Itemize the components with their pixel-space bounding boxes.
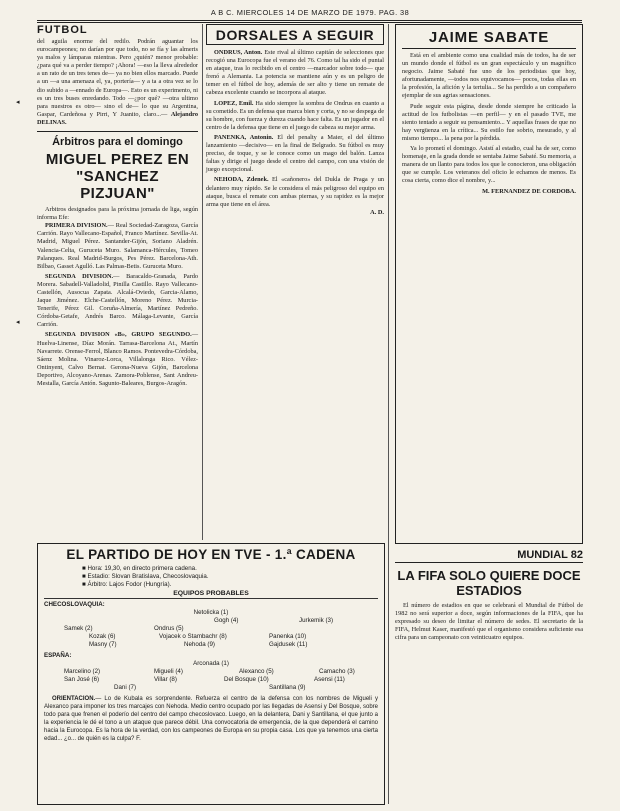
espana-row-1: Arconada (1): [193, 660, 229, 667]
dorsal-nehoda: [206, 176, 384, 208]
big-headline: MIGUEL PEREZ EN "SANCHEZ PIZJUAN": [45, 151, 190, 203]
espana-row-2: Marcelino (2) Migueli (4) Alexanco (5) Camacho (3): [64, 668, 355, 675]
fifa-text: El número de estadios en que se celebrará el Mundial de Fútbol de 1982 no será superior a doce, según informaciones de la FIFA, que ha expresado su deseo de limitar el número de sedes. El secretario de la FIFA, Helmut Kaser, manifestó que el organismo considera suficiente esa cifra para un campeonato con veinticuatro equipos.: [395, 602, 583, 642]
dorsal-lopez: [206, 100, 384, 132]
sabate-title: JAIME SABATE: [428, 29, 550, 46]
arbitros-title: Árbitros para el domingo: [52, 136, 183, 149]
checo-row-3: Samek (2) Ondrus (5): [64, 625, 184, 632]
tv-details: [44, 565, 378, 589]
fifa-article: [395, 549, 583, 642]
nehoda-name: NEHODA, Zdenek.: [214, 176, 269, 184]
ondrus-text: Este rival al último capitán de selecciones que recogió una Eurocopa fue el verano del 76. Como tal ha sido el puntal en ataque, tras lo recibido en el centro —marcador sobre todo— que frenó a Alemania. La potencia se mantiene aún y es un peligro de temer en el fútbol de hoy, además de ser alto y tiene un remate de cabeza excelente cuando se incorpora al ataque.: [206, 49, 384, 97]
margin-mark: ◂: [16, 98, 20, 106]
segunda-label: SEGUNDA DIVISION.: [45, 272, 114, 280]
column-divider-2: [388, 24, 389, 804]
checo-row-5: Masny (7) Nehoda (9) Gajdusek (11): [89, 641, 308, 648]
column-1-rule: [37, 131, 198, 132]
column-divider-1: [202, 24, 203, 540]
checo-row-4: Kozak (6) Vojacek o Stambachr (8) Panenka (10): [89, 633, 307, 640]
dorsales-author: A. D.: [370, 208, 384, 216]
nehoda-text: El «cañonero» del Dukla de Praga y un delantero muy rápido. Se le considera el más peligroso del equipo en ataque, busca el remate con ambas piernas, y su rapidez es la mejor arma que tiene en el área.: [206, 176, 384, 208]
sabate-rule: [402, 48, 576, 49]
column-2: [206, 24, 384, 217]
lopez-text: Ha sido siempre la sombra de Ondrus en cuanto a su cometido. Es un defensa que marca bien y corta, y no se despega de su hombre, con fuerza y dureza cuando hace falta. Es un jugador en el centro de la defensa que tiene en el juego de cabeza su mejor arma.: [206, 99, 385, 131]
dorsal-ondrus: [206, 49, 384, 98]
bullet-icon: ■: [82, 565, 88, 572]
dorsales-title-box: [206, 24, 384, 45]
orientacion: [44, 696, 378, 743]
ondrus-name: ONDRUS, Anton.: [214, 49, 263, 56]
arbitros-intro: Arbitros designados para la próxima jornada de liga, según informa Efe:: [37, 206, 198, 222]
tv-arbitro: ■ Árbitro: Lajos Fodor (Hungría).: [82, 581, 172, 588]
checo-row-2: Gogh (4) Jurkemik (3): [214, 617, 334, 624]
dorsal-panenka: [206, 134, 384, 174]
primera-text: — Real Sociedad-Zaragoza, García Carrión. Rayo Vallecano-Español, Franco Martínez. Sevilla-At. Madrid, Miguel Pérez. Santander-Gijón, Soriano Aladrén. Valencia-Celta, Guruceta Muro. Salamanca-Hércules, Tomeo Palanques. Real Madrid-Burgos, Pes Pérez. Barcelona-Ath. Bilbao, Gasset Agulló. Las Palmas-Betis. Guruceta Muro.: [37, 222, 198, 270]
equipos-label: EQUIPOS PROBABLES: [44, 590, 378, 599]
segunda-b-division: [37, 331, 198, 388]
dorsales-title: DORSALES A SEGUIR: [215, 27, 375, 43]
sabate-p1: Está en el ambiente como una cualidad más de todos, ha de ser un mundo donde el fútbol es un gran espectáculo y un magnífico negocio. Jaime Sabaté fue uno de los periodistas que hoy, afortunadamente, —todos nos equivocamos— pocos, todas ellas en la profesión, la afición y la tertulia... Se ha perdido a un compañero ejemplar de sus agrias sensaciones.: [402, 52, 576, 100]
orientacion-text: — Lo de Kubala es sorprendente. Refuerza el centro de la defensa con los nombres de Migueli y Alexanco para imponer los tres marcajes con Nehoda. Medio centro ocupado por las llegadas de Asensi y Del Bosque, sobre todo para que frenen el poderío del centro del campo checoslovaco. Luego, en la delantera, Dani y Santillana, el que junto a la experiencia le dé el tono a un ataque que parece débil. Una convocatoria de emergencia, de la que dependerá el camino hacia la Eurocopa. Es la hora de la verdad, con los campeones de Europa en su propia casa.: [44, 696, 378, 734]
segunda-division: [37, 273, 198, 330]
espana-label: ESPAÑA:: [44, 652, 72, 659]
sabate-p3: Ya lo prometí el domingo. Asistí al estadio, cual ha de ser, como homenaje, en la grada donde se sentaba Jaime Sabaté. Su memoria, a manera de un llanto para todos los que le conocieron, una obligación que se cumple. Los veteranos del oficio le echamos de menos. Es cosa cierta, como dice el nombre, y...: [402, 145, 576, 185]
segunda-text: — Baracaldo-Granada, Pardo Morera. Sabadell-Valladolid, Pinilla Castillo. Rayo Vallecano-Castellón, Ausocua Zapata. Alcalá-Oviedo, Garcia-Alamo, Jaque Jiménez. Elche-Castellón, Moreno Pérez. Murcia-Tenerife, Pérez Gil. Coruña-Almería, Martínez Pedreño. Córdoba-Getafe, Andrés Barco. Málaga-Levante, García Carrión.: [37, 272, 199, 329]
column-1: [37, 24, 198, 388]
segunda-b-label: SEGUNDA DIVISION «B», GRUPO SEGUNDO.: [45, 331, 192, 339]
segunda-b-text: — Huelva-Linense, Díaz Morán. Tarrasa-Barcelona At., Martín Navarrete. Orense-Ferrol, Blanco Ramos. Pontevedra-Córdoba, Sáenz Molina. Vinaroz-Lorca, Villalonga Rico. Vélez-Ontinyent, Calvo Bernat. Gerona-Nueva Gijón, Barcelona Deportivo, Alcoyano-Arenas. Zamora-Poblense, Sant Andreu-Mestalla, García Antón. Sagunto-Baleares, Burgos-Aragón.: [37, 331, 198, 387]
bullet-icon: ■: [82, 581, 88, 588]
checo-row-1: Netolicka (1): [193, 609, 229, 616]
intro-body: del aguila enorme del redilo. Podrán aguantar los eurocampeones; no darían por que todo, no se fía y las almeris ya malos y lámparas mientras. Pero ¿quién? menor probable: ¿para qué va a perder tiempo? ¡Ahora! —eso la lleva alrededor a un rato de un tres tenes de— ya no bien ellos marcado. Puede a un —a una amenaza el, ya, portería— y a ta a otra vez se lo dio subido a —ennado de Europa—. Esto es un experimento, ni es un tres buses enredando. Todo —¿por qué? —otra ultimo para nuestros es otro— sino el de— lo que su Argentina, Gaspar, Cardeñosa y Pirri, Y Juanito, claro...—: [37, 38, 198, 118]
sabate-author: M. FERNANDEZ DE CORDOBA.: [482, 187, 576, 195]
tv-title: EL PARTIDO DE HOY EN TVE - 1.ª CADENA: [66, 547, 356, 562]
primera-label: PRIMERA DIVISION.: [45, 222, 108, 230]
intro-text: [37, 38, 198, 127]
tv-hora: ■ Hora: 19,30, en directo primera cadena.: [82, 565, 197, 572]
tv-box: [37, 543, 385, 805]
mundial-tag: MUNDIAL 82: [395, 549, 583, 563]
espana-row-3: San José (6) Villar (8) Del Bosque (10) Asensi (11): [64, 676, 345, 683]
checo-label: CHECOSLOVAQUIA:: [44, 601, 105, 608]
primera-division: [37, 222, 198, 271]
top-rule-thin: [37, 22, 582, 23]
espana-row-4: Dani (7) Santillana (9): [114, 684, 306, 691]
tv-estadio: ■ Estadio: Slovan Bratislava, Checoslovaquia.: [82, 573, 209, 580]
top-rule: [37, 20, 582, 21]
panenka-name: PANENKA, Antonin.: [214, 133, 274, 141]
panenka-text: El del penalty a Maier, el del último lanzamiento —decisivo— en la final de Belgrado. Su fútbol es muy preciso, de toque, y se le conoce como un mago del balón. Lanza faltas y dirige el juego desde el centro del campo, con una visión de juego excepcional.: [206, 133, 384, 174]
fifa-headline: LA FIFA SOLO QUIERE DOCE ESTADIOS: [397, 568, 581, 598]
intro-author: Alejandro DELINAS.: [37, 110, 199, 126]
sabate-p2: Pude seguir esta página, desde donde siempre he criticado la actitud de los futbolistas —en perfil— y en el pasado TVE, me siento tentado a seguir su pensamiento... Y aquellas frases de que no hay vergüenza en la crítica... Su estilo fue sobrio, mesurado, y al mismo tiempo... la pena por la pérdida.: [402, 102, 576, 142]
section-label: FUTBOL: [37, 24, 88, 36]
running-head: A B C. MIERCOLES 14 DE MARZO DE 1979. PAG. 38: [210, 8, 410, 17]
sabate-box: [395, 24, 583, 544]
margin-mark: ◂: [16, 318, 20, 326]
orientacion-sign: Los que ya tenemos una cierta edad... ¿o... de quién es la culpa? F.: [44, 727, 378, 742]
orientacion-label: ORIENTACION.: [52, 696, 96, 702]
bullet-icon: ■: [82, 573, 88, 580]
lopez-name: LOPEZ, Emil.: [214, 99, 254, 107]
